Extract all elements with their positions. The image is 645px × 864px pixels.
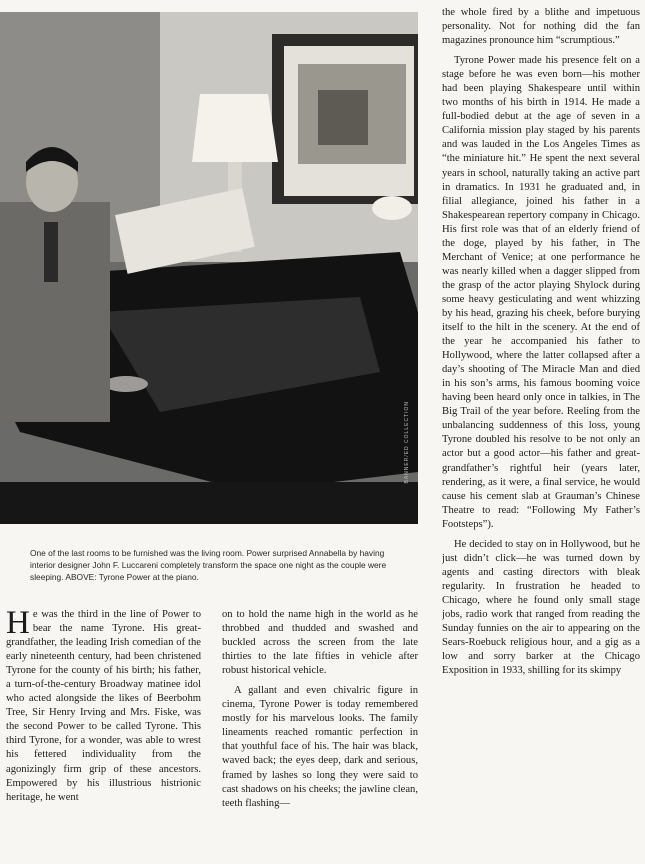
article-paragraph: on to hold the name high in the world as he throbbed and thudded and swashed and buckled across the screen from the late thirties to the late fifties in vehicle after robust historical vehicle. — [222, 609, 418, 677]
article-paragraph: He decided to stay on in Hollywood, but he just didn’t click—he was turned down by agents and casting directors with bleak regularity. In frustration he headed to Chicago, where he found only small stage jobs, radio work that ranged from reading the Sunday funnies on the air to appearing on the Sears-Roebuck religious hour, and a gig as a low and sorry barker at the Chicago Exposition in 1933, shilling for its skimpy — [442, 538, 640, 677]
article-paragraph: He was the third in the line of Power to bear the name Tyrone. His great-grandfather, the leading Irish comedian of the early nineteenth century, had been christened Tyrone for the county of his birth; his father, a turn-of-the-century Broadway matinee idol who acted alongside the likes of Beerbohm Tree, Sir Henry Irving and Mrs. Fiske, was the second Power to be called Tyrone. This third Tyrone, for a wonder, was able to wrest his fettered individuality from the agonizingly firm grip of these ancestors. Empowered by his illustrious histrionic heritage, he went — [6, 608, 201, 803]
article-column-1 — [6, 608, 201, 864]
photo-credit: BANNER/ED COLLECTION — [404, 401, 410, 484]
photo-illustration — [0, 12, 418, 524]
article-column-3 — [442, 6, 640, 864]
lamp-shade — [192, 94, 278, 162]
drop-cap: H — [6, 608, 30, 641]
article-paragraph: the whole fired by a blithe and impetuous personality. Not for nothing did the fan magazines pronounce him “scrumptious.” — [442, 7, 640, 47]
photo-caption: One of the last rooms to be furnished was the living room. Power surprised Annabella by having interior designer John F. Luccareni completely transform the space one night as the couple were sleeping. ABOVE: Tyrone Power at the piano. — [30, 548, 387, 582]
article-paragraph: A gallant and even chivalric figure in cinema, Tyrone Power is today remembered mostly for his marvelous looks. The family lineaments reached romantic perfection in that youthful face of his. The hair was black, waved back; the eyes deep, dark and serious, framed by lashes so long they were said to cast shadows on his cheeks; the jawline clean, teeth flashing— — [222, 685, 418, 809]
article-photo — [0, 12, 418, 524]
article-column-2 — [222, 608, 418, 864]
article-paragraph: Tyrone Power made his presence felt on a stage before he was even born—his mother had been playing Shakespeare until within two months of his birth in 1914. He made a full-bodied debut at the age of seven in a California mission play staged by his parents and was lauded in the Los Angeles Times as “the miniature hit.” He spent the next several years in school, naturally taking an active part in dramatics. In 1931 he graduated and, in filial allegiance, joined his father in a Shakespearean repertory company in Chicago. His first role was that of an elderly friend of the doge, played by his father, in The Merchant of Venice; at one performance he was nearly killed when a dagger slipped from the grasp of the actor playing Shylock during some heavy gesticulating and went whizzing by his head, grazing his cheek, before burying itself to the hilt in the scenery. At the end of the year he accompanied his father to Hollywood, where the latter collapsed after a day’s shooting of The Miracle Man and died in his son’s arms, his famous booming voice having been heard only once in talkies, in The Big Trail of the year before. Reeling from the unbalancing suddenness of this loss, young Tyrone doubled his resolve to be not only an actor but a good actor—his father and great-grandfather’s rightful heir (years later, rendering, as it were, a final service, he would cause his cement slab at Grauman’s Chinese Theatre to read: “Following My Father’s Footsteps”). — [442, 55, 640, 530]
